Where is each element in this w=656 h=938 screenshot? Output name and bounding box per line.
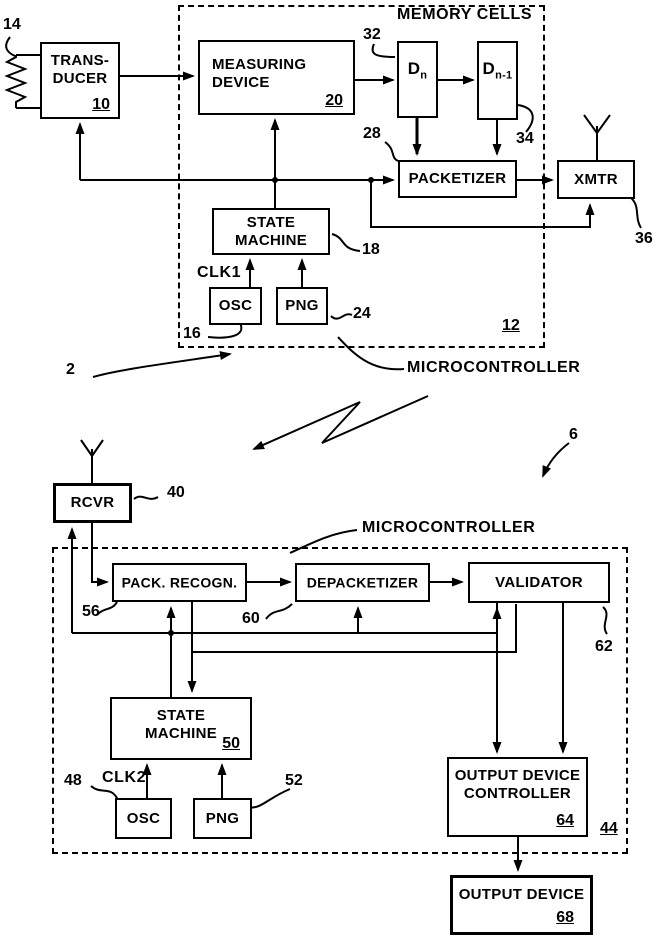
ref16-leader	[208, 323, 241, 338]
ref-32: 32	[363, 26, 381, 43]
png-1-label: PNG	[285, 297, 319, 314]
transducer-box	[40, 42, 120, 119]
ref6-arrow	[543, 443, 569, 476]
measuring-device-label: MEASURING DEVICE	[212, 56, 307, 91]
osc-1-label: OSC	[218, 297, 253, 314]
ref24-leader	[331, 314, 352, 318]
ref-18: 18	[362, 241, 380, 258]
ref28-leader	[385, 142, 398, 161]
ref62-leader	[603, 607, 607, 634]
ref14-leader	[6, 37, 15, 56]
xmtr-box	[557, 160, 635, 199]
png-2-box	[193, 798, 252, 839]
ref-2: 2	[66, 361, 75, 378]
microcontroller1-leader	[338, 337, 404, 369]
ref-34: 34	[516, 130, 534, 147]
measuring-device-box	[198, 40, 355, 115]
depacketizer-label: DEPACKETIZER	[306, 574, 419, 591]
ref34-leader	[518, 105, 533, 132]
state-machine-1-box	[212, 208, 330, 255]
xmtr-label: XMTR	[574, 170, 618, 188]
ref-56: 56	[82, 603, 100, 620]
memory-cell-n-box	[397, 41, 438, 118]
ref52-leader	[249, 789, 290, 807]
transducer-ref: 10	[92, 96, 110, 113]
state-machine-1-label: STATE MACHINE	[234, 213, 308, 249]
microcontroller-2-label: MICROCONTROLLER	[362, 519, 536, 536]
ref40-leader	[134, 497, 158, 499]
osc-2-label: OSC	[126, 809, 161, 827]
ref32-leader	[373, 44, 395, 57]
measuring-device-ref: 20	[325, 92, 343, 109]
rcvr-antenna-icon	[81, 440, 103, 483]
png-2-label: PNG	[205, 809, 240, 827]
memory-cells-label: MEMORY CELLS	[397, 6, 533, 23]
rcvr-to-packrecogn	[92, 523, 107, 582]
packetizer-box	[398, 160, 517, 198]
ref36-leader	[630, 197, 641, 228]
ref56-leader	[97, 602, 117, 615]
pack-recogn-box	[112, 563, 247, 602]
microcontroller2-leader	[290, 530, 357, 553]
microcontroller-1-label: MICROCONTROLLER	[407, 359, 581, 376]
ref2-arrow	[93, 354, 230, 377]
memory-cell-n-label: $D_n$	[407, 59, 428, 82]
pack-recogn-label: PACK. RECOGN.	[121, 574, 238, 591]
ref-16: 16	[183, 325, 201, 342]
state-machine-2-ref: 50	[222, 735, 240, 752]
ref-28: 28	[363, 125, 381, 142]
output-device-box	[450, 875, 593, 935]
packrecogn-branch-to-validator	[192, 604, 516, 652]
osc-2-box	[115, 798, 172, 839]
ref48-leader	[91, 786, 118, 800]
state-machine-2-label: STATE MACHINE	[144, 707, 218, 742]
rcvr-label: RCVR	[70, 494, 115, 511]
packetizer-label: PACKETIZER	[408, 170, 507, 187]
rcvr-box	[53, 483, 132, 523]
output-device-controller-ref: 64	[556, 812, 574, 829]
ref-24: 24	[353, 305, 371, 322]
ref-14: 14	[3, 16, 21, 33]
memory-cell-n1-box	[477, 41, 518, 120]
output-device-ref: 68	[556, 909, 574, 926]
output-device-controller-box	[447, 757, 588, 837]
state-machine-2-box	[110, 697, 252, 760]
ref-12: 12	[502, 317, 520, 334]
xmtr-antenna-icon	[584, 115, 610, 160]
wireless-transmission-arrow	[254, 396, 428, 449]
png-1-box	[276, 287, 328, 325]
osc-1-box	[209, 287, 262, 325]
validator-box	[468, 562, 610, 603]
validator-label: VALIDATOR	[495, 573, 583, 591]
transducer-label: TRANS- DUCER	[50, 52, 110, 87]
clk2-label: CLK2	[102, 769, 147, 786]
ref18-leader	[332, 234, 360, 251]
ref-36: 36	[635, 230, 653, 247]
ref-40: 40	[167, 484, 185, 501]
memory-cell-n1-label: $D_{n-1}$	[482, 59, 513, 82]
output-device-label: OUTPUT DEVICE	[458, 886, 585, 903]
ref-6: 6	[569, 426, 578, 443]
ref-52: 52	[285, 772, 303, 789]
ref-48: 48	[64, 772, 82, 789]
sensor-resistor-symbol	[7, 55, 42, 108]
clk1-label: CLK1	[197, 264, 242, 281]
ref60-leader	[266, 604, 292, 619]
depacketizer-box	[295, 563, 430, 602]
ref-44: 44	[600, 820, 618, 837]
ref-62: 62	[595, 638, 613, 655]
output-device-controller-label: OUTPUT DEVICE CONTROLLER	[454, 767, 581, 802]
ref-60: 60	[242, 610, 260, 627]
